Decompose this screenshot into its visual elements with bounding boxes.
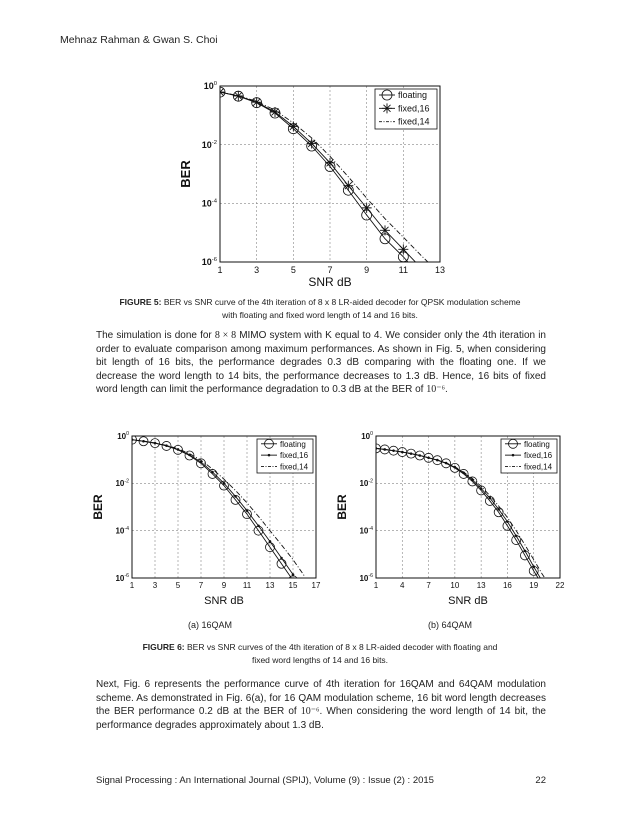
data-point-fixed16 <box>515 535 518 538</box>
x-tick-label: 11 <box>242 581 252 590</box>
paragraph-1 <box>96 329 546 397</box>
x-tick-label: 22 <box>555 581 565 590</box>
data-point-fixed16 <box>541 580 544 583</box>
paragraph-2 <box>96 678 546 732</box>
y-tick-label: $10^{-4}$ <box>115 525 129 536</box>
data-point-fixed16 <box>380 225 390 235</box>
data-point-floating <box>538 581 547 590</box>
y-tick-label: $10^{-2}$ <box>115 478 129 489</box>
x-tick-label: 13 <box>434 265 446 275</box>
para1-text-b: MIMO system with K equal to 4. We consider only the 4th iteration in order to evaluate comparison among maximum performances. As shown in Fig. 5, when considering bit length of 16 bits, the performance degrades 0.3 dB comparing with the floating one. If we decrease the word length to 14 bits, the performance decreases to 1.3 dB. Hence, 16 bits of fixed word length can limit the performance degradation to 0.3 dB at the BER of <box>96 330 546 396</box>
fig5-caption-label: FIGURE 5: <box>119 297 162 307</box>
para1-math-a: 8 × 8 <box>214 330 237 341</box>
data-point-fixed16 <box>325 158 335 168</box>
legend-label: fixed,14 <box>524 462 553 472</box>
legend-marker <box>512 454 515 457</box>
y-tick-label: $10^{-2}$ <box>201 139 217 150</box>
y-tick-label: $10^{-4}$ <box>359 525 373 536</box>
data-point-fixed16 <box>246 509 249 512</box>
data-point-fixed16 <box>257 525 260 528</box>
running-header: Mehnaz Rahman & Gwan S. Choi <box>60 34 218 46</box>
y-tick-label: $10^0$ <box>117 431 129 441</box>
x-tick-label: 7 <box>327 265 333 275</box>
x-tick-label: 16 <box>502 581 512 590</box>
fig5-caption-line2: with floating and fixed word length of 14 and 16 bits. <box>222 310 418 320</box>
page-footer <box>96 775 546 786</box>
x-axis-label: SNR dB <box>448 595 488 607</box>
x-tick-label: 5 <box>290 265 296 275</box>
data-point-fixed16 <box>292 573 295 576</box>
data-point-fixed16 <box>417 264 427 274</box>
x-tick-label: 1 <box>129 581 135 590</box>
fig6-caption-line1: BER vs SNR curves of the 4th iteration of 8 x 8 LR-aided decoder with floating and <box>184 642 498 652</box>
data-point-fixed16 <box>497 508 500 511</box>
data-point-fixed16 <box>223 482 226 485</box>
x-tick-label: 9 <box>364 265 370 275</box>
fig6-caption-label: FIGURE 6: <box>142 642 185 652</box>
fig6a-chart <box>91 424 326 607</box>
y-tick-label: $10^{-6}$ <box>201 257 217 268</box>
y-tick-label: $10^0$ <box>361 431 373 441</box>
para2-text-b: . When considering the word length of 14 bit, the performance degrades approximately about 1.3 dB. <box>96 706 546 731</box>
data-point-floating <box>417 272 427 282</box>
x-tick-label: 9 <box>221 581 227 590</box>
x-tick-label: 3 <box>254 265 260 275</box>
data-point-fixed16 <box>524 550 527 553</box>
legend-label: fixed,16 <box>398 103 430 114</box>
legend-label: fixed,16 <box>524 451 553 461</box>
x-tick-label: 11 <box>398 265 409 275</box>
data-point-fixed16 <box>489 497 492 500</box>
legend-label: fixed,16 <box>280 451 309 461</box>
fig5-caption-line1: BER vs SNR curve of the 4th iteration of 8 x 8 LR-aided decoder for QPSK modulation scheme <box>161 297 521 307</box>
x-axis-label: SNR dB <box>308 275 352 289</box>
fig6-caption-line2: fixed word lengths of 14 and 16 bits. <box>251 655 389 665</box>
data-point-fixed16 <box>280 557 283 560</box>
data-point-fixed16 <box>211 471 214 474</box>
x-tick-label: 1 <box>373 581 379 590</box>
data-point-fixed16 <box>532 565 535 568</box>
y-tick-label: $10^0$ <box>203 81 217 92</box>
fig5-caption <box>70 296 570 322</box>
x-axis-label: SNR dB <box>204 595 244 607</box>
fig5-chart <box>180 70 450 288</box>
legend-label: floating <box>280 439 306 449</box>
y-axis-label: BER <box>178 160 193 188</box>
legend-label: floating <box>398 90 428 100</box>
y-tick-label: $10^{-6}$ <box>359 573 373 583</box>
legend-label: floating <box>524 439 550 449</box>
x-tick-label: 4 <box>400 581 405 590</box>
x-tick-label: 3 <box>152 581 158 590</box>
fig6a-subcaption: (a) 16QAM <box>188 620 233 630</box>
para1-math-b: 10⁻⁶ <box>426 384 445 396</box>
page-number: 22 <box>535 775 546 786</box>
legend-marker <box>268 454 271 457</box>
para2-text-a: Next, Fig. 6 represents the performance curve of 4th iteration for 16QAM and 64QAM modulation scheme. As demonstrated in Fig. 6(a), for 16 QAM modulation scheme, 16 bit word length decreases the BER performance 0.2 dB at the BER of <box>96 679 546 718</box>
fig6b-chart <box>335 424 570 607</box>
legend-label: fixed,14 <box>280 462 309 472</box>
x-tick-label: 15 <box>288 581 298 590</box>
x-tick-label: 7 <box>426 581 431 590</box>
data-point-fixed16 <box>234 495 237 498</box>
fig6-caption <box>90 641 550 667</box>
para1-text-a: The simulation is done for <box>96 330 215 341</box>
x-tick-label: 10 <box>450 581 460 590</box>
y-tick-label: $10^{-4}$ <box>201 198 217 209</box>
para1-text-c: . <box>444 384 448 396</box>
data-point-fixed16 <box>177 448 180 451</box>
legend-label: fixed,14 <box>398 116 430 127</box>
data-point-fixed16 <box>506 520 509 523</box>
x-tick-label: 19 <box>529 581 539 590</box>
para2-math-a: 10⁻⁶ <box>300 706 320 718</box>
x-tick-label: 1 <box>217 265 223 275</box>
data-point-fixed16 <box>343 181 353 191</box>
x-tick-label: 7 <box>198 581 204 590</box>
y-axis-label: BER <box>335 494 349 520</box>
y-tick-label: $10^{-2}$ <box>359 478 373 489</box>
y-axis-label: BER <box>91 494 105 520</box>
data-point-fixed16 <box>269 540 272 543</box>
data-point-fixed16 <box>480 487 483 490</box>
x-tick-label: 13 <box>476 581 486 590</box>
x-tick-label: 5 <box>175 581 181 590</box>
x-tick-label: 13 <box>265 581 275 590</box>
x-tick-label: 17 <box>311 581 321 590</box>
y-tick-label: $10^{-6}$ <box>115 573 129 583</box>
fig6b-subcaption: (b) 64QAM <box>428 620 473 630</box>
footer-journal: Signal Processing : An International Journal (SPIJ), Volume (9) : Issue (2) : 2015 <box>96 775 434 786</box>
